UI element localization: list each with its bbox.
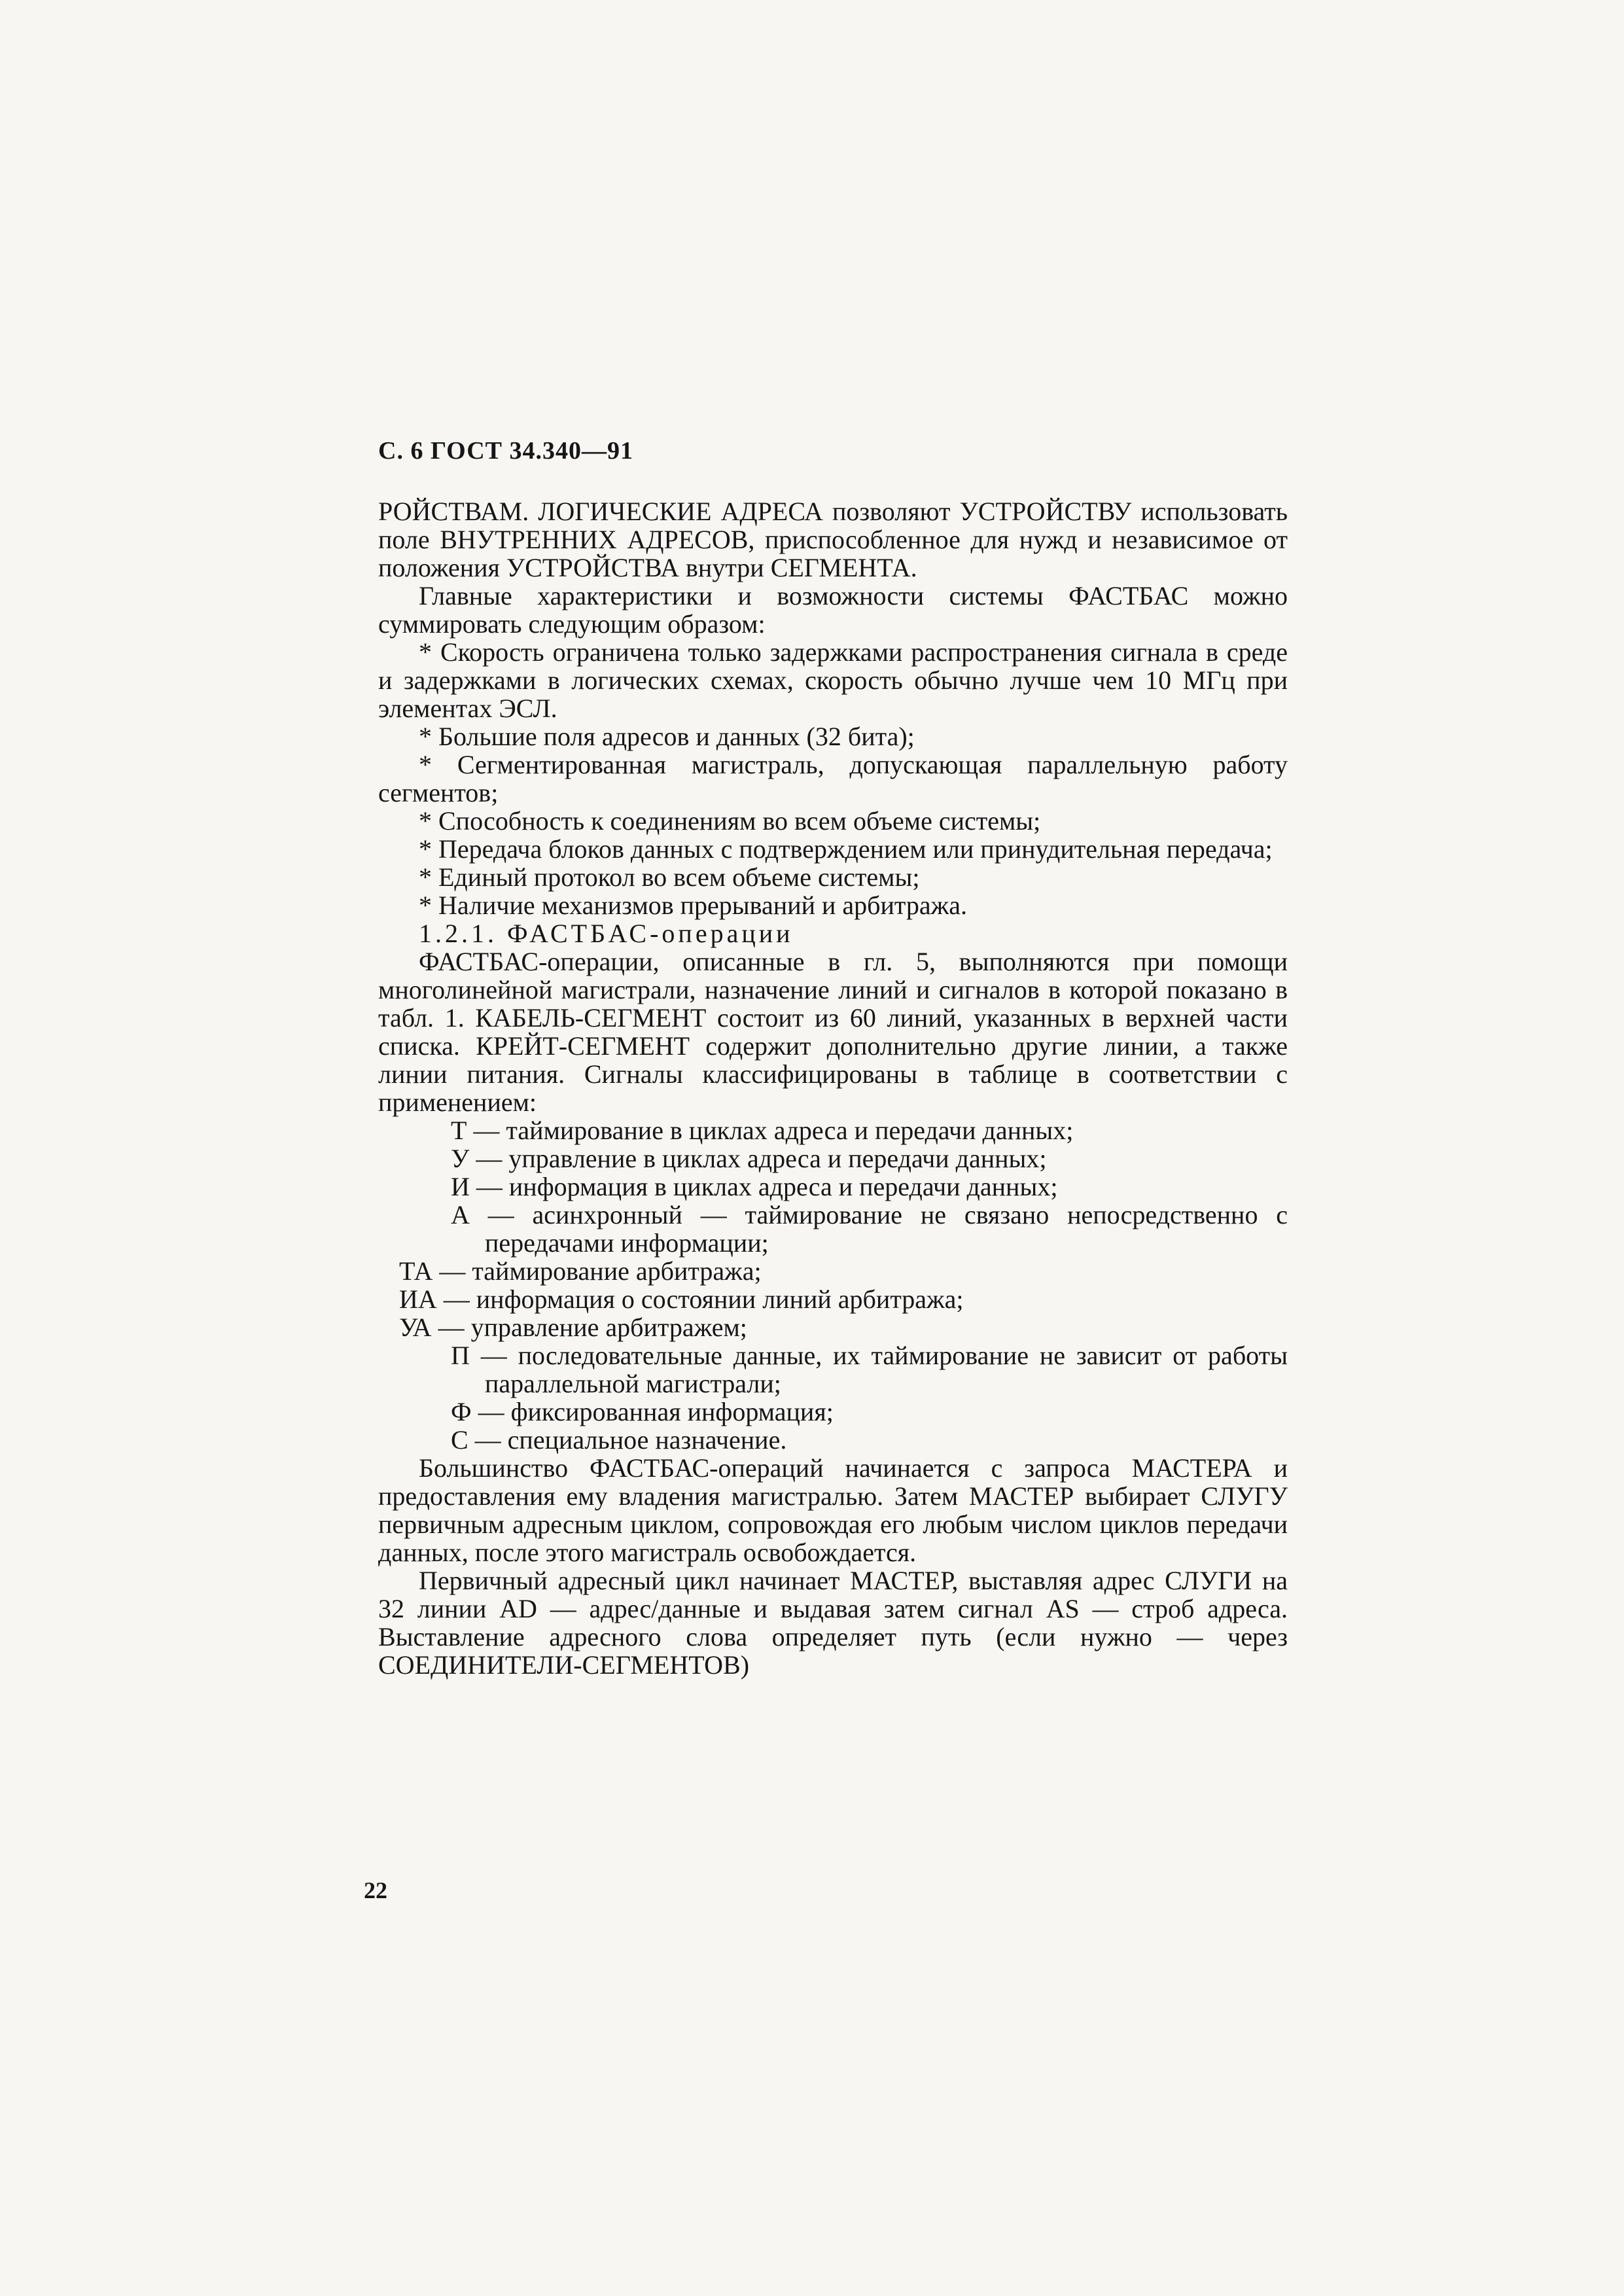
page-header: С. 6 ГОСТ 34.340—91 bbox=[378, 437, 633, 465]
section-heading: 1.2.1. ФАСТБАС-операции bbox=[419, 919, 794, 948]
list-item: * Скорость ограничена только задержками распространения сигнала в среде и задержками в логических схемах, скорость обычно лучше чем 10 МГц при элементах ЭСЛ. bbox=[378, 637, 1288, 723]
paragraph: Главные характеристики и возможности системы ФАСТБАС можно суммировать следующим образом: bbox=[378, 581, 1288, 639]
definition-item: ИА — информация о состоянии линий арбитража; bbox=[399, 1284, 964, 1314]
definition-item: П — последовательные данные, их таймирование не зависит от работы параллельной магистрали; bbox=[451, 1341, 1288, 1398]
paragraph: РОЙСТВАМ. ЛОГИЧЕСКИЕ АДРЕСА позволяют УСТРОЙСТВУ использовать поле ВНУТРЕННИХ АДРЕСОВ, приспособленное для нужд и независимое от положения УСТРОЙСТВА внутри СЕГМЕНТА. bbox=[378, 497, 1288, 582]
body-text bbox=[378, 497, 1288, 1679]
definition-item: УА — управление арбитражем; bbox=[399, 1313, 747, 1342]
list-item: * Единый протокол во всем объеме системы; bbox=[419, 862, 920, 892]
definition-item: А — асинхронный — таймирование не связано непосредственно с передачами информации; bbox=[451, 1200, 1288, 1258]
definition-item: У — управление в циклах адреса и передачи данных; bbox=[451, 1144, 1047, 1173]
list-item: * Передача блоков данных с подтверждением или принудительная передача; bbox=[419, 834, 1273, 864]
paragraph: Большинство ФАСТБАС-операций начинается с запроса МАСТЕРА и предоставления ему владения магистралью. Затем МАСТЕР выбирает СЛУГУ первичным адресным циклом, сопровождая его любым числом циклов передачи данных, после этого магистраль освобождается. bbox=[378, 1453, 1288, 1567]
definition-item: Ф — фиксированная информация; bbox=[451, 1397, 834, 1426]
paragraph: ФАСТБАС-операции, описанные в гл. 5, выполняются при помощи многолинейной магистрали, назначение линий и сигналов в которой показано в табл. 1. КАБЕЛЬ-СЕГМЕНТ состоит из 60 линий, указанных в верхней части списка. КРЕЙТ-СЕГМЕНТ содержит дополнительно другие линии, а также линии питания. Сигналы классифицированы в таблице в соответствии с применением: bbox=[378, 947, 1288, 1117]
list-item: * Способность к соединениям во всем объеме системы; bbox=[419, 806, 1041, 836]
list-item: * Наличие механизмов прерываний и арбитража. bbox=[419, 891, 968, 920]
page-number: 22 bbox=[364, 1877, 387, 1903]
paragraph: Первичный адресный цикл начинает МАСТЕР, выставляя адрес СЛУГИ на 32 линии AD — адрес/данные и выдавая затем сигнал AS — строб адреса. Выставление адресного слова определяет путь (если нужно — через СОЕДИНИТЕЛИ-СЕГМЕНТОВ) bbox=[378, 1566, 1288, 1680]
list-item: * Большие поля адресов и данных (32 бита); bbox=[419, 722, 915, 751]
list-item: * Сегментированная магистраль, допускающая параллельную работу сегментов; bbox=[378, 750, 1288, 807]
definition-item: С — специальное назначение. bbox=[451, 1425, 787, 1455]
definition-item: И — информация в циклах адреса и передачи данных; bbox=[451, 1172, 1058, 1201]
definition-item: ТА — таймирование арбитража; bbox=[399, 1256, 762, 1286]
definition-item: Т — таймирование в циклах адреса и передачи данных; bbox=[451, 1116, 1074, 1145]
